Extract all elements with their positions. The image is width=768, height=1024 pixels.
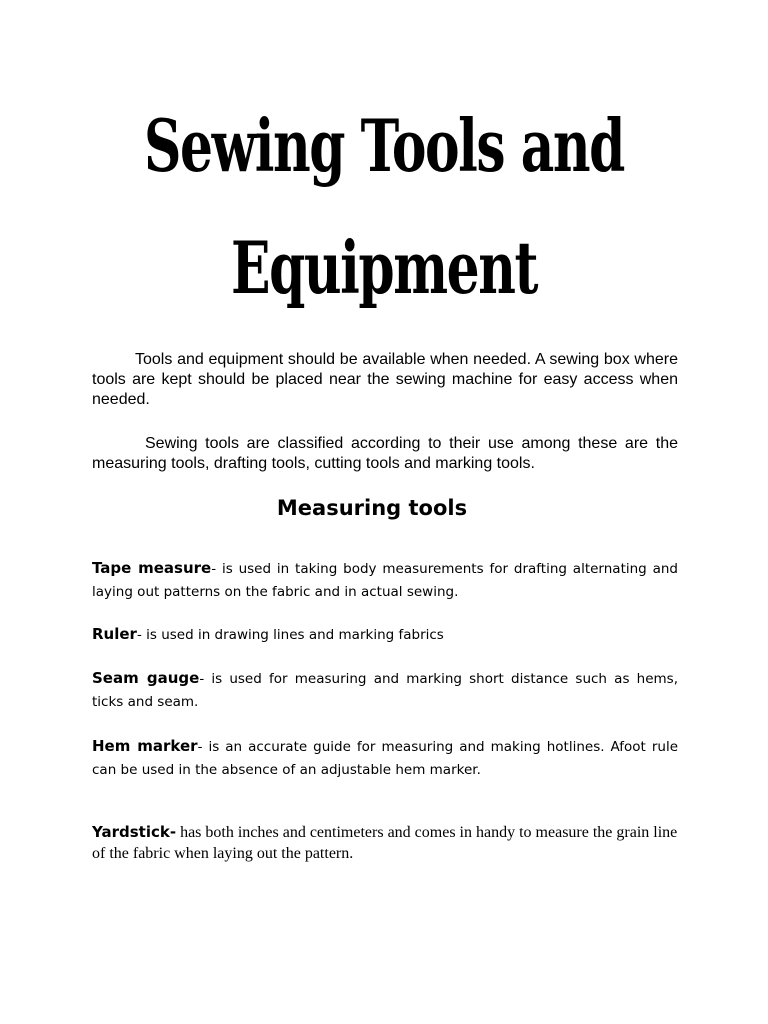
entry-tape-measure bbox=[92, 557, 678, 604]
entry-definition: - is an accurate guide for measuring and making hotlines. Afoot rule can be used in the absence of an adjustable hem marker. bbox=[92, 739, 679, 778]
entry-definition: - is used in drawing lines and marking fabrics bbox=[136, 627, 444, 643]
entry-hem-marker bbox=[92, 735, 678, 782]
entry-term: Tape measure bbox=[92, 559, 212, 577]
entry-term: Hem marker bbox=[92, 737, 198, 755]
document-title-line-1: Sewing Tools and bbox=[144, 103, 624, 188]
intro-paragraph-2: Sewing tools are classified according to their use among these are the measuring tools, drafting tools, cutting tools and marking tools. bbox=[92, 435, 678, 472]
document-title-line-2: Equipment bbox=[231, 225, 537, 310]
section-heading-measuring-tools: Measuring tools bbox=[276, 496, 468, 520]
entry-definition: - is used in taking body measurements for drafting alternating and laying out patterns on the fabric and in actual sewing. bbox=[92, 561, 678, 600]
entry-term: Yardstick- bbox=[92, 823, 177, 841]
entry-seam-gauge bbox=[92, 667, 678, 714]
entry-definition: - is used for measuring and marking short distance such as hems, ticks and seam. bbox=[92, 671, 679, 710]
intro-paragraph-1: Tools and equipment should be available when needed. A sewing box where tools are kept should be placed near the sewing machine for easy access when needed. bbox=[92, 351, 678, 408]
entry-yardstick bbox=[92, 822, 678, 864]
entry-term: Ruler bbox=[92, 625, 137, 643]
entry-term: Seam gauge bbox=[92, 669, 200, 687]
entry-definition: has both inches and centimeters and comes in handy to measure the grain line of the fabric when laying out the pattern. bbox=[92, 824, 678, 862]
entry-ruler bbox=[92, 623, 678, 647]
